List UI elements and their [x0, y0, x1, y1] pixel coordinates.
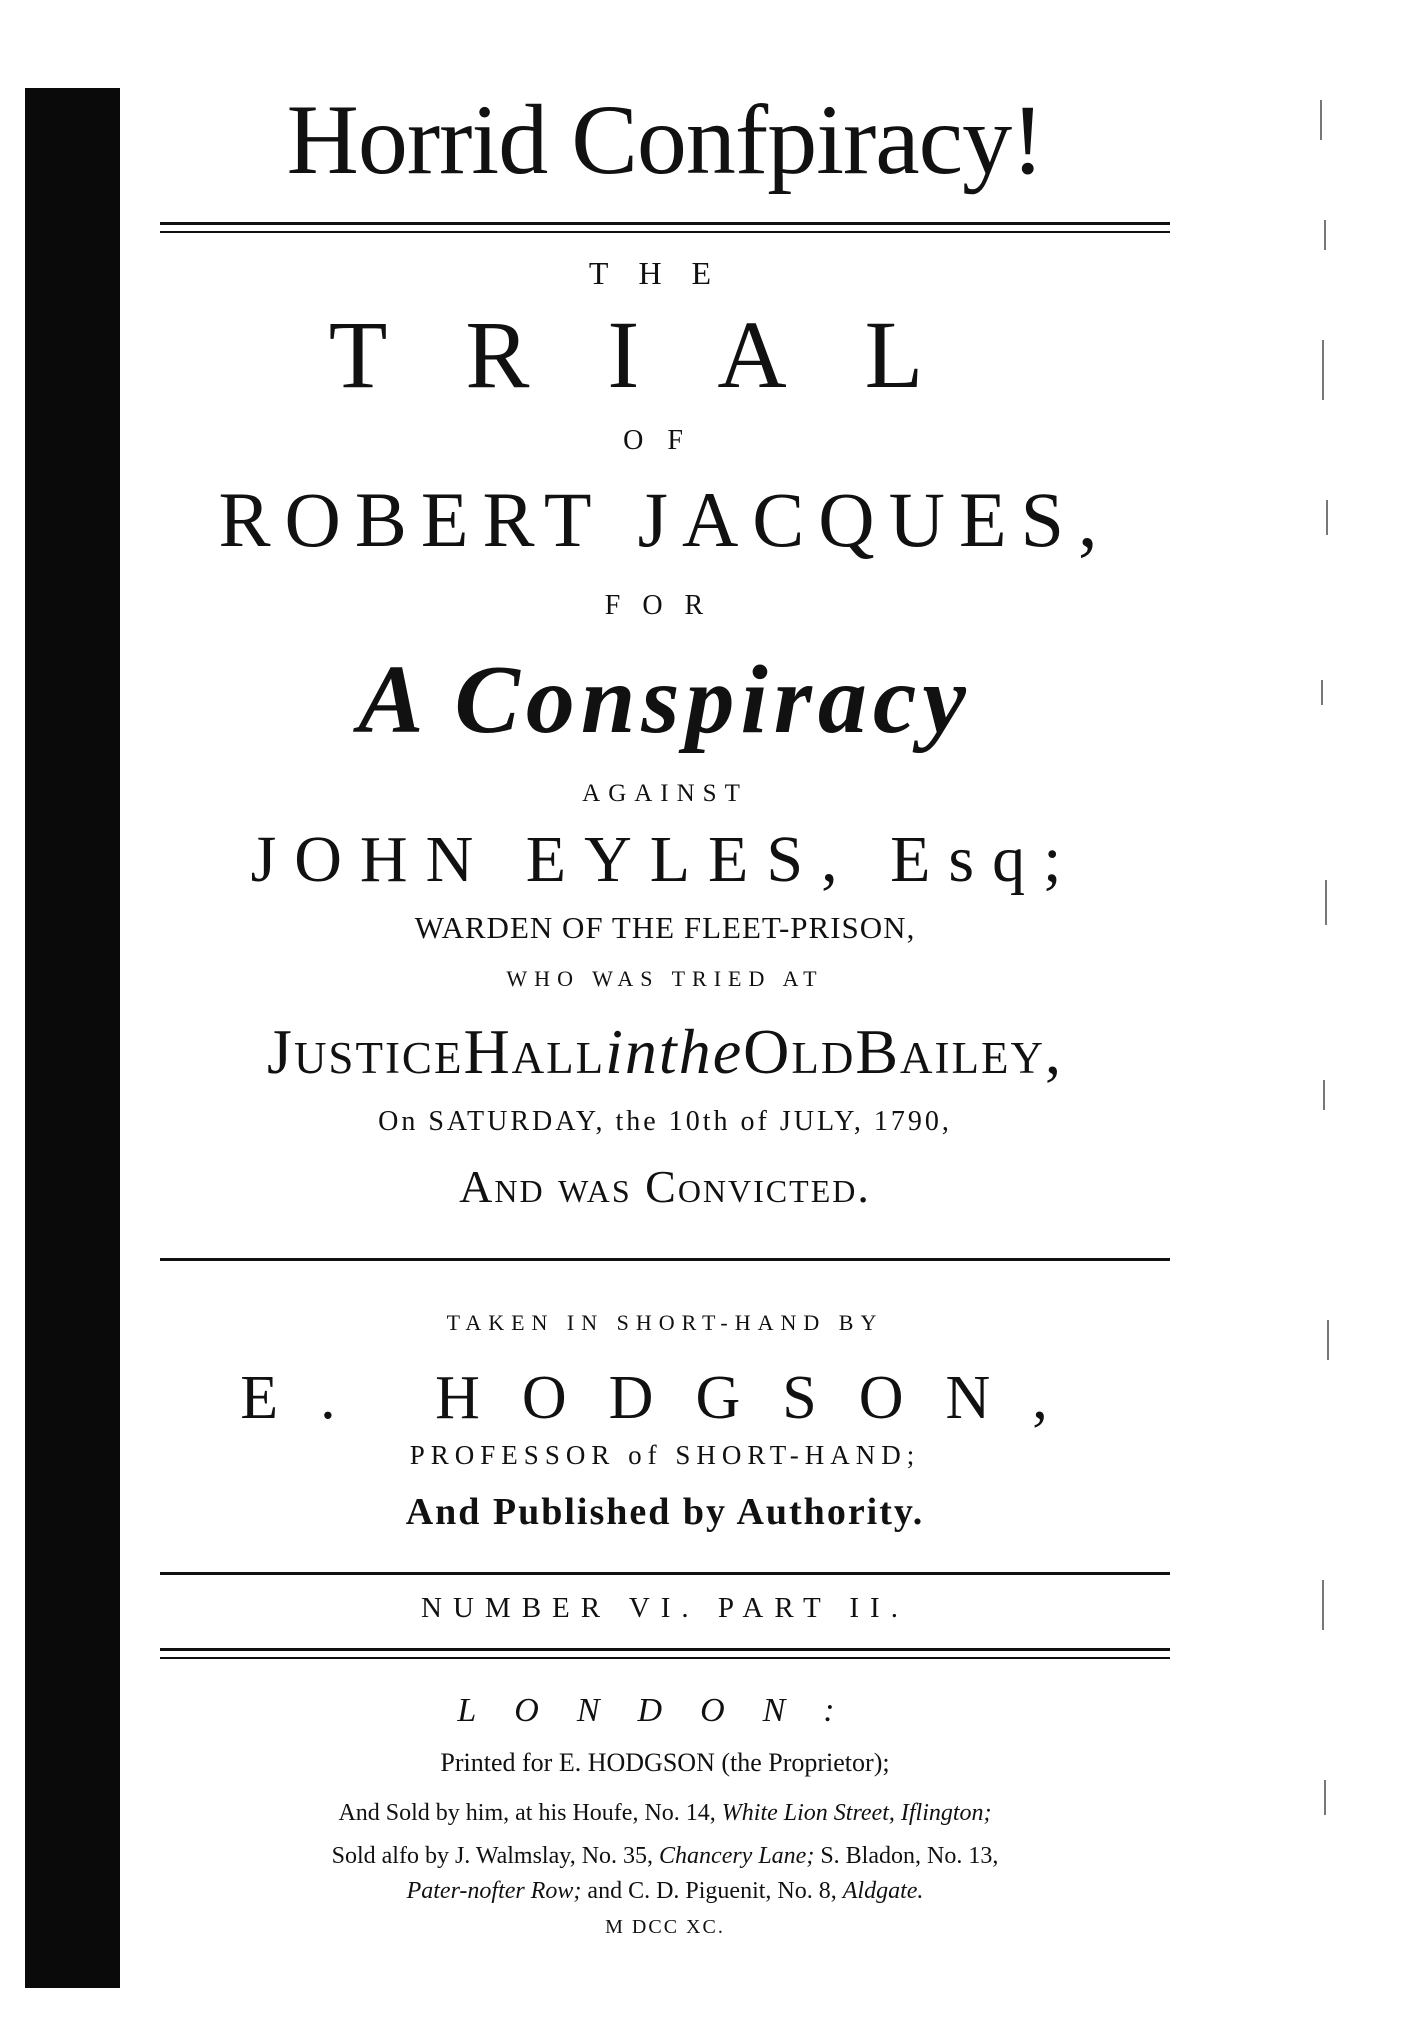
tried-at: WHO WAS TRIED AT [506, 966, 824, 991]
rule [160, 1258, 1170, 1261]
scan-edge-specks [1300, 80, 1360, 1980]
verdict: And was Convicted. [459, 1161, 871, 1212]
word-of: OF [623, 425, 707, 456]
sold-also-a: Sold alfo by J. Walmslay, No. 35, [331, 1843, 654, 1869]
pater-a: Pater-nofter Row; [406, 1878, 582, 1904]
defendant-name: ROBERT JACQUES, [218, 476, 1112, 563]
sold-also-c: S. Bladon, No. 13, [820, 1843, 999, 1869]
word-against: AGAINST [582, 780, 748, 807]
pater-b: and C. D. Piguenit, No. 8, [587, 1878, 837, 1904]
printed-for: Printed for E. HODGSON (the Proprietor); [440, 1748, 890, 1777]
victim-title: WARDEN OF THE FLEET-PRISON, [414, 910, 916, 945]
word-trial: TRIAL [328, 301, 1002, 408]
imprint-city: LONDON: [457, 1692, 873, 1729]
sold-by [150, 1800, 1180, 1827]
sold-by-a: And Sold by him, at his Houfe, No. 14, [338, 1800, 716, 1826]
double-rule [160, 1648, 1170, 1659]
sold-also-cont [150, 1878, 1180, 1905]
word-for: FOR [604, 590, 726, 621]
reporter-name: E. HODGSON, [240, 1364, 1090, 1432]
scan-margin-bar [25, 88, 120, 1988]
court-name-c: OldBailey, [743, 1016, 1063, 1087]
trial-date: On SATURDAY, the 10th of JULY, 1790, [378, 1106, 952, 1137]
court-name-a: JusticeHall [267, 1016, 606, 1087]
sold-also [140, 1843, 1190, 1870]
rule [160, 1572, 1170, 1575]
sold-by-b: White Lion Street, Iflington; [721, 1800, 992, 1826]
pater-c: Aldgate. [842, 1878, 924, 1904]
victim-name: JOHN EYLES, Esq; [250, 823, 1080, 896]
charge-blackletter: A Conspiracy [358, 646, 972, 754]
court-name [130, 1012, 1200, 1092]
published-by-authority: And Published by Authority. [405, 1491, 925, 1533]
reporter-title: PROFESSOR of SHORT-HAND; [409, 1440, 921, 1470]
double-rule [160, 222, 1170, 233]
year: M DCC XC. [605, 1916, 725, 1938]
sold-also-b: Chancery Lane; [659, 1843, 815, 1869]
word-the: THE [588, 255, 742, 291]
court-name-b: inthe [605, 1016, 744, 1087]
taken-by: TAKEN IN SHORT-HAND BY [446, 1310, 884, 1335]
headline: Horrid Confpiracy! [286, 84, 1044, 195]
issue-number: NUMBER VI. PART II. [421, 1592, 909, 1624]
